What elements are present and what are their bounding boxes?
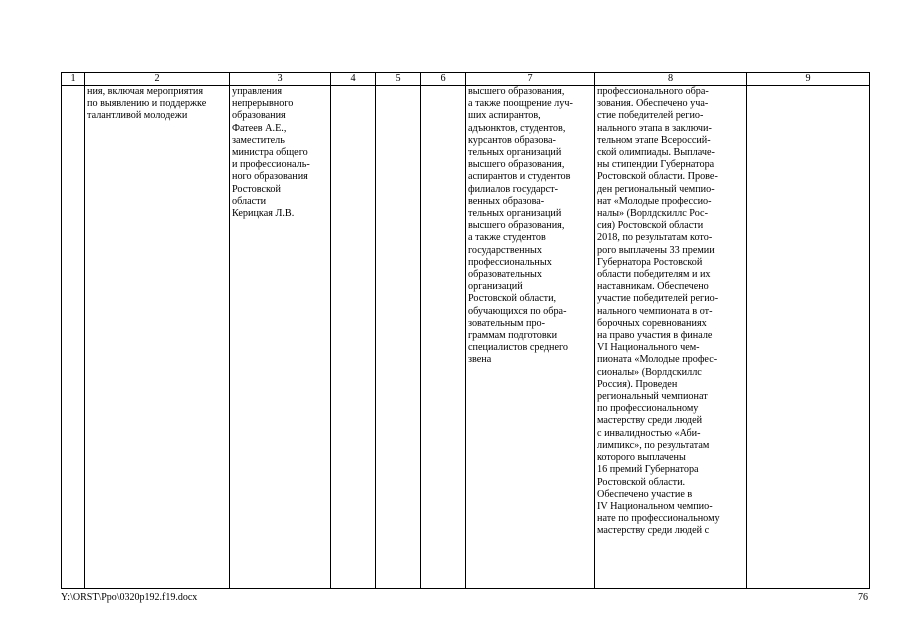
table-header-row bbox=[62, 73, 870, 86]
column-number-6: 6 bbox=[421, 73, 466, 86]
column-number-8: 8 bbox=[595, 73, 747, 86]
column-number-3: 3 bbox=[230, 73, 331, 86]
cell-col-9 bbox=[747, 86, 870, 589]
cell-col-6 bbox=[421, 86, 466, 589]
cell-col-5 bbox=[376, 86, 421, 589]
table-row bbox=[62, 86, 870, 589]
cell-expected-result: высшего образования, а также поощрение луч- ших аспирантов, адъюнктов, студентов, курсантов образова- тельных организаций высшего образования, аспирантов и студентов филиалов государст- венных образова- тельных организаций высшего образования, а также студентов государственных профессиональных образовательных организаций Ростовской области, обучающихся по обра- зовательным про- граммам подготовки специалистов среднего звена bbox=[466, 86, 595, 589]
cell-col-4 bbox=[331, 86, 376, 589]
cell-actual-result: профессионального обра- зования. Обеспечено уча- стие победителей регио- нального этапа в заключи- тельном этапе Всероссий- ской олимпиады. Выплаче- ны стипендии Губернатора Ростовской области. Прове- ден региональный чемпио- нат «Молодые профессио- налы» (Ворлдскиллс Рос- сия) Ростовской области 2018, по результатам кото- рого выплачены 33 премии Губернатора Ростовской области победителям и их наставникам. Обеспечено участие победителей регио- нального чемпионата в от- борочных соревнованиях на право участия в финале VI Национального чем- пионата «Молодые профес- сионалы» (Ворлдскиллс Россия). Проведен региональный чемпионат по профессиональному мастерству среди людей с инвалидностью «Аби- лимпикс», по результатам которого выплачены 16 премий Губернатора Ростовской области. Обеспечено участие в IV Национальном чемпио- нате по профессиональному мастерству среди людей с bbox=[595, 86, 747, 589]
column-number-9: 9 bbox=[747, 73, 870, 86]
cell-responsible: управления непрерывного образования Фатеев А.Е., заместитель министра общего и профессиональ- ного образования Ростовской области Керицкая Л.В. bbox=[230, 86, 331, 589]
page-number: 76 bbox=[858, 592, 868, 603]
column-number-4: 4 bbox=[331, 73, 376, 86]
column-number-1: 1 bbox=[62, 73, 85, 86]
column-number-2: 2 bbox=[85, 73, 230, 86]
footer-file-path: Y:\ORST\Ppo\0320p192.f19.docx bbox=[61, 592, 198, 603]
column-number-7: 7 bbox=[466, 73, 595, 86]
column-number-5: 5 bbox=[376, 73, 421, 86]
cell-event-name: ния, включая мероприятия по выявлению и поддержке талантливой молодежи bbox=[85, 86, 230, 589]
report-table bbox=[61, 72, 870, 589]
cell-col-1 bbox=[62, 86, 85, 589]
